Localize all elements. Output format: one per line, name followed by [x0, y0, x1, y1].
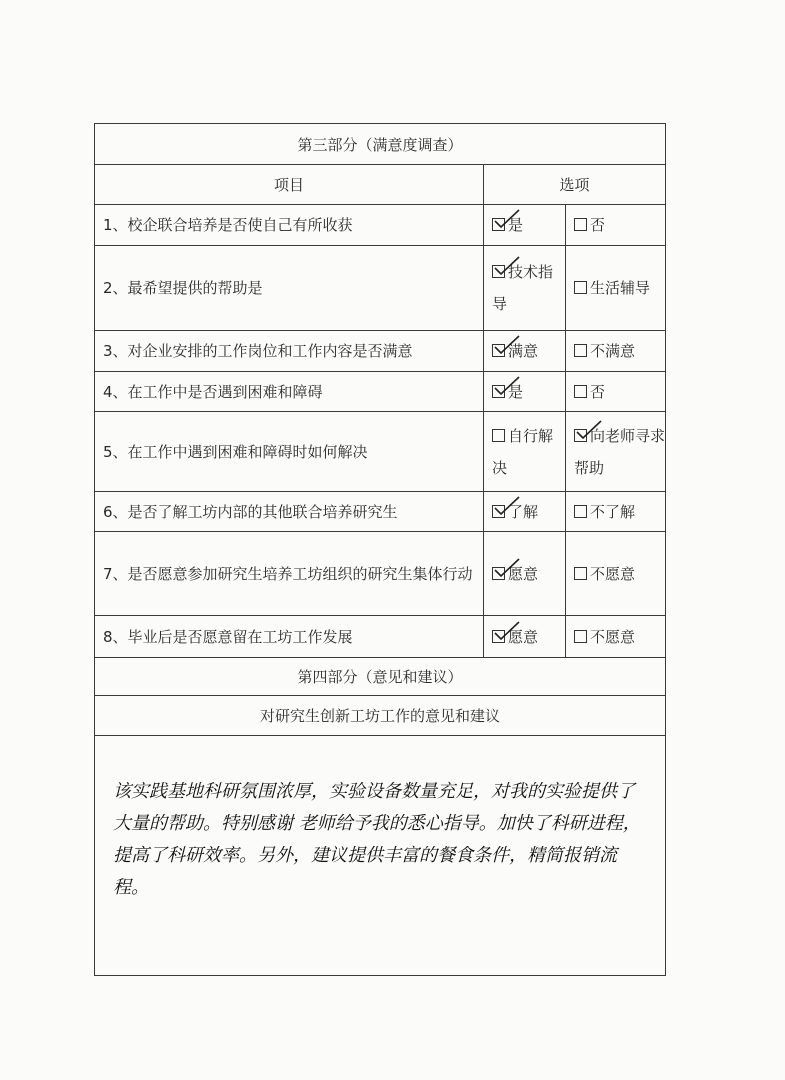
- option-label: 技术指导: [492, 263, 554, 313]
- check-mark-icon: [494, 621, 520, 641]
- option-cell[interactable]: [566, 532, 666, 616]
- option-cell[interactable]: [484, 616, 566, 658]
- option-label: 否: [590, 382, 606, 401]
- survey-row: [95, 412, 666, 492]
- option-cell[interactable]: [566, 205, 666, 246]
- survey-row: [95, 331, 666, 372]
- survey-row: [95, 532, 666, 616]
- survey-item-label: 3、对企业安排的工作岗位和工作内容是否满意: [95, 331, 484, 372]
- survey-row: [95, 616, 666, 658]
- option-cell[interactable]: [566, 372, 666, 412]
- option-cell[interactable]: [484, 492, 566, 532]
- checkbox-icon[interactable]: [574, 429, 587, 442]
- check-mark-icon: [494, 256, 520, 276]
- option-cell[interactable]: [484, 372, 566, 412]
- option-label: 自行解决: [492, 426, 554, 477]
- part4-title: 第四部分（意见和建议）: [95, 658, 666, 696]
- option-label: 是: [508, 216, 524, 234]
- survey-row: [95, 205, 666, 246]
- survey-table: [94, 123, 666, 976]
- option-cell[interactable]: [566, 492, 666, 532]
- option-cell[interactable]: [566, 331, 666, 372]
- survey-item-label: 8、毕业后是否愿意留在工坊工作发展: [95, 616, 484, 658]
- option-cell[interactable]: [566, 412, 666, 492]
- survey-item-label: 4、在工作中是否遇到困难和障碍: [95, 372, 484, 412]
- option-label: 不愿意: [590, 627, 636, 646]
- option-label: 否: [590, 216, 606, 234]
- survey-item-label: 6、是否了解工坊内部的其他联合培养研究生: [95, 492, 484, 532]
- option-label: 生活辅导: [590, 279, 651, 297]
- checkbox-icon[interactable]: [574, 281, 587, 294]
- check-mark-icon: [576, 420, 602, 440]
- checkbox-icon[interactable]: [492, 630, 505, 643]
- option-label: 不了解: [590, 502, 636, 521]
- option-label: 愿意: [508, 564, 539, 583]
- checkbox-icon[interactable]: [492, 344, 505, 357]
- survey-item-label: 1、校企联合培养是否使自己有所收获: [95, 205, 484, 246]
- checkbox-icon[interactable]: [492, 218, 505, 231]
- option-label: 了解: [508, 502, 539, 521]
- option-label: 满意: [508, 342, 539, 360]
- checkbox-icon[interactable]: [492, 429, 505, 442]
- checkbox-icon[interactable]: [574, 505, 587, 518]
- part4-subtitle: 对研究生创新工坊工作的意见和建议: [95, 696, 666, 736]
- checkbox-icon[interactable]: [574, 567, 587, 580]
- option-cell[interactable]: [484, 412, 566, 492]
- checkbox-icon[interactable]: [492, 505, 505, 518]
- survey-row: [95, 492, 666, 532]
- survey-item-label: 5、在工作中遇到困难和障碍时如何解决: [95, 412, 484, 492]
- check-mark-icon: [494, 376, 520, 396]
- checkbox-icon[interactable]: [574, 344, 587, 357]
- checkbox-icon[interactable]: [492, 265, 505, 278]
- option-label: 愿意: [508, 627, 539, 646]
- checkbox-icon[interactable]: [574, 385, 587, 398]
- option-cell[interactable]: [484, 246, 566, 331]
- option-cell[interactable]: [484, 331, 566, 372]
- checkbox-icon[interactable]: [492, 385, 505, 398]
- survey-row: [95, 372, 666, 412]
- option-cell[interactable]: [484, 205, 566, 246]
- survey-item-label: 7、是否愿意参加研究生培养工坊组织的研究生集体行动: [95, 532, 484, 616]
- option-label: 不愿意: [590, 564, 636, 583]
- option-cell[interactable]: [566, 616, 666, 658]
- survey-row: [95, 246, 666, 331]
- checkbox-icon[interactable]: [574, 218, 587, 231]
- checkbox-icon[interactable]: [492, 567, 505, 580]
- option-label: 向老师寻求帮助: [574, 426, 666, 477]
- checkbox-icon[interactable]: [574, 630, 587, 643]
- survey-item-label: 2、最希望提供的帮助是: [95, 246, 484, 331]
- option-cell[interactable]: [566, 246, 666, 331]
- part3-title: 第三部分（满意度调查）: [95, 124, 666, 165]
- option-cell[interactable]: [484, 532, 566, 616]
- column-header-item: 项目: [95, 165, 484, 205]
- option-label: 是: [508, 382, 524, 401]
- check-mark-icon: [494, 558, 520, 578]
- check-mark-icon: [494, 209, 520, 229]
- handwritten-feedback: 该实践基地科研氛围浓厚，实验设备数量充足，对我的实验提供了大量的帮助。特别感谢 老师给予我的悉心指导。加快了科研进程，提高了科研效率。另外，建议提供丰富的餐食条件，精简报销流程。: [95, 736, 666, 976]
- check-mark-icon: [494, 496, 520, 516]
- option-label: 不满意: [590, 342, 636, 360]
- check-mark-icon: [494, 335, 520, 355]
- column-header-options: 选项: [484, 165, 666, 205]
